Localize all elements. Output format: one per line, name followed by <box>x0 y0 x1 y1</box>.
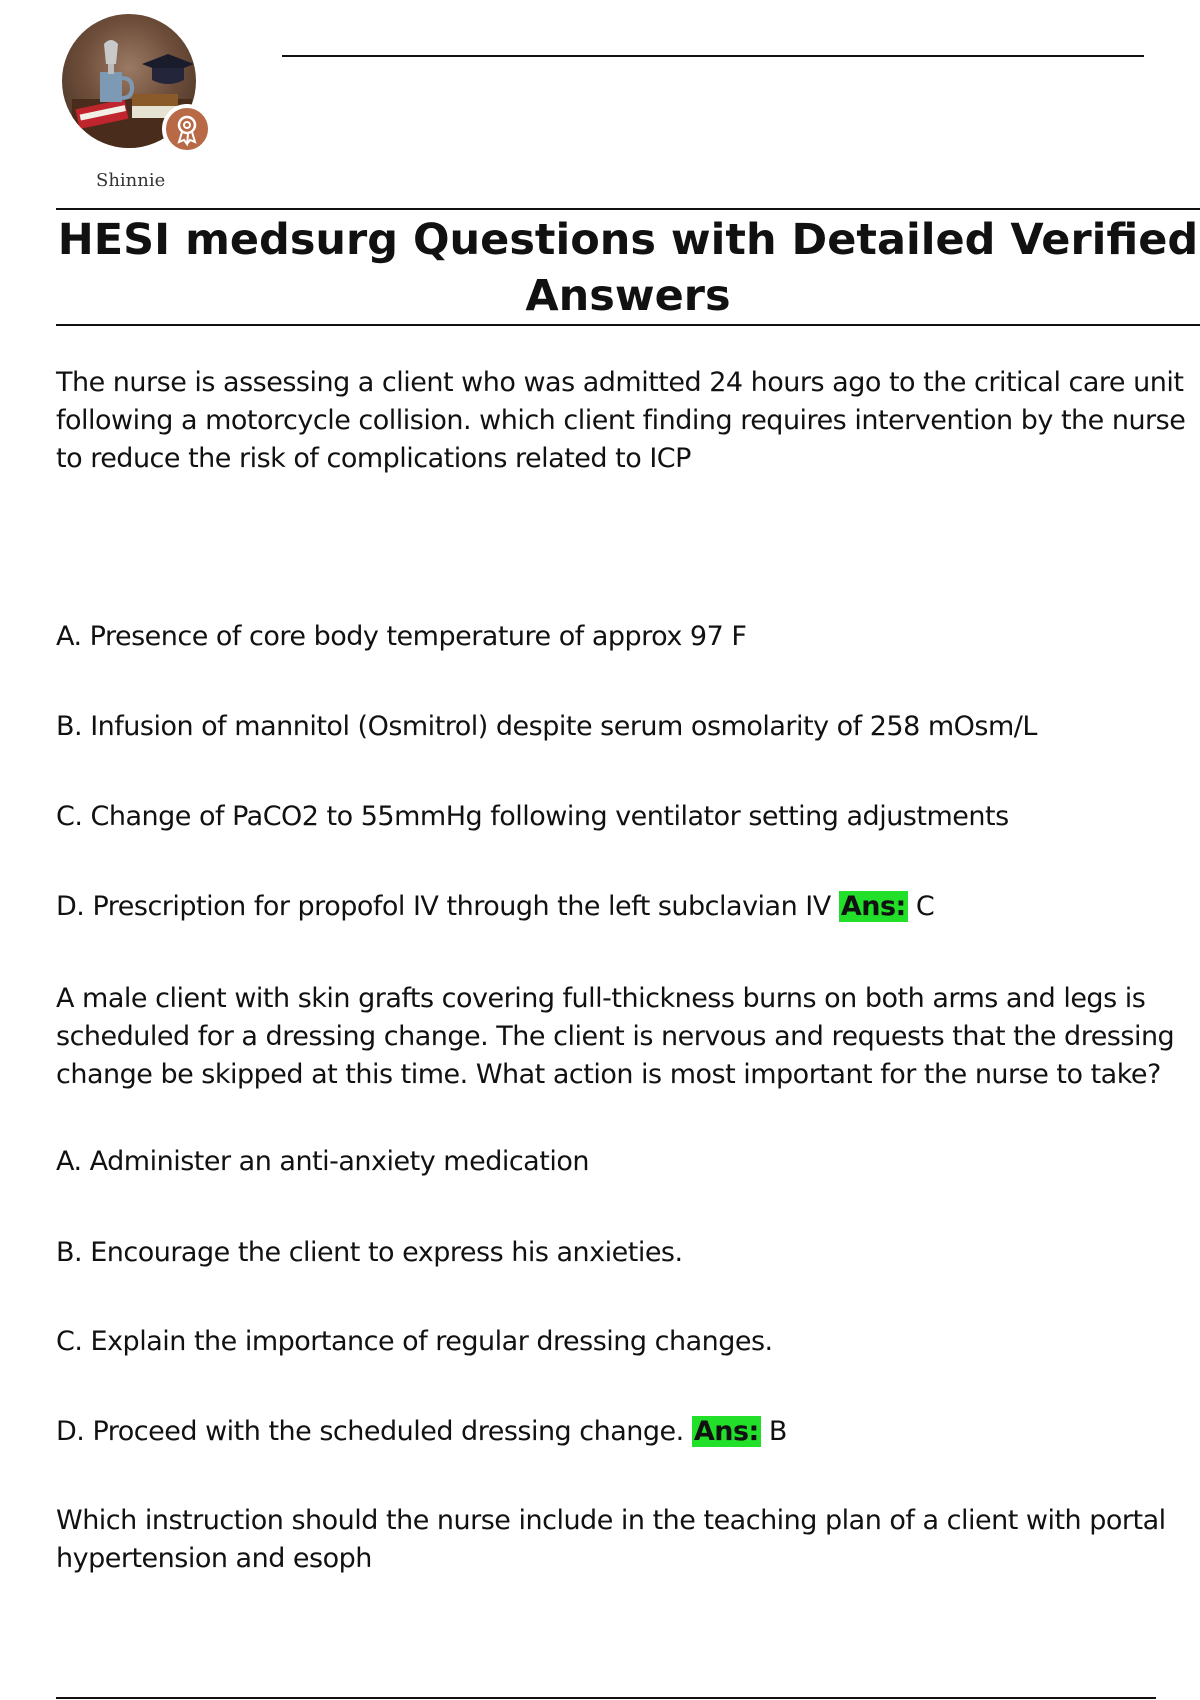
title-rule-top <box>56 208 1200 210</box>
question-2-text: A male client with skin grafts covering full-thickness burns on both arms and legs is scheduled for a dressing change. The client is nervous and requests that the dressing change be skipped at this time. What action is most important for the nurse to take? <box>56 983 1175 1090</box>
question-1-option-d: D. Prescription for propofol IV through the left subclavian IV <box>56 891 831 922</box>
question-2-option-b: B. Encourage the client to express his anxieties. <box>56 1237 683 1268</box>
award-icon <box>166 108 208 150</box>
title-rule-bottom <box>56 324 1200 326</box>
question-3-text: Which instruction should the nurse include in the teaching plan of a client with portal hypertension and esoph <box>56 1505 1166 1574</box>
answer-label-badge: Ans: <box>840 891 906 922</box>
page-title: HESI medsurg Questions with Detailed Verified Answers <box>57 215 1199 321</box>
question-1-text: The nurse is assessing a client who was admitted 24 hours ago to the critical care unit following a motorcycle collision. which client finding requires intervention by the nurse to reduce the risk of complications related to ICP <box>56 367 1186 474</box>
question-2-answer: B <box>768 1416 787 1447</box>
question-1-answer: C <box>915 891 935 922</box>
award-badge <box>162 104 212 154</box>
author-name[interactable]: Shinnie <box>96 170 166 191</box>
question-1-option-c: C. Change of PaCO2 to 55mmHg following ventilator setting adjustments <box>56 801 1009 832</box>
footer-rule <box>56 1697 1156 1699</box>
header-rule <box>282 55 1144 57</box>
answer-label-badge: Ans: <box>693 1416 759 1447</box>
author-avatar <box>62 14 202 154</box>
question-1-option-a: A. Presence of core body temperature of approx 97 F <box>56 621 747 652</box>
question-2-option-a: A. Administer an anti-anxiety medication <box>56 1146 589 1177</box>
question-1-option-d-line <box>56 888 1200 926</box>
question-2-option-d: D. Proceed with the scheduled dressing change. <box>56 1416 684 1447</box>
question-2-option-d-line <box>56 1413 1200 1451</box>
question-2-option-c: C. Explain the importance of regular dressing changes. <box>56 1326 773 1357</box>
question-1-option-b: B. Infusion of mannitol (Osmitrol) despite serum osmolarity of 258 mOsm/L <box>56 711 1037 742</box>
